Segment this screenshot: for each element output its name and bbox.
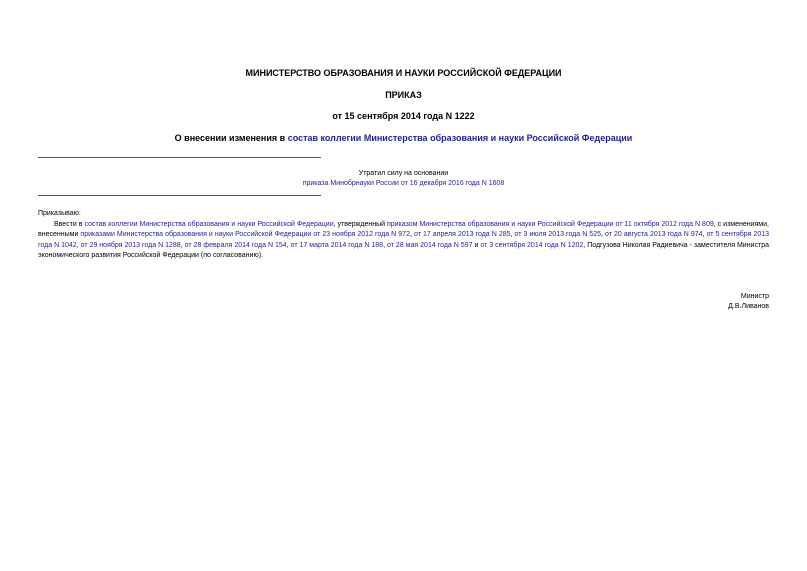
title-prefix: О внесении изменения в (174, 133, 288, 143)
status-link[interactable]: приказа Минобрнауки России от 16 декабря 2016 года N 1608 (302, 180, 505, 187)
order-paragraph: Ввести в состав коллегии Министерства образования и науки Российской Федерации, утвержденный приказом Министерства образования и науки Российской Федерации от 11 октября 2012 года N 809, с изменениями, внесенными приказами Министерства образования и науки Российской Федерации от 23 ноября 2012 года N 972, от 17 апреля 2013 года N 285, от 3 июля 2013 года N 525, от 20 августа 2013 года N 974, от 5 сентября 2013 года N 1042, от 29 ноября 2013 года N 1288, от 28 февраля 2014 года N 154, от 17 марта 2014 года N 188, от 28 мая 2014 года N 597 и от 3 сентября 2014 года N 1202, Подгузова Николая Радиевича - заместителя Министра экономического развития Российской Федерации (по согласованию). (38, 220, 769, 259)
link-order-154[interactable]: от 28 февраля 2014 года N 154 (184, 241, 287, 249)
divider-bottom (38, 195, 321, 196)
link-order-1202[interactable]: от 3 сентября 2014 года N 1202 (480, 241, 584, 249)
document-date-number: от 15 сентября 2014 года N 1222 (332, 111, 475, 121)
document-type: ПРИКАЗ (385, 90, 422, 100)
title-link[interactable]: состав коллегии Министерства образования и науки Российской Федерации (287, 133, 633, 143)
order-word: Приказываю: (38, 210, 81, 217)
link-order-809[interactable]: приказом Министерства образования и науки Российской Федерации от 11 октября 2012 года N 809 (387, 220, 714, 228)
link-order-525[interactable]: от 3 июля 2013 года N 525 (514, 231, 601, 238)
link-order-1288[interactable]: от 29 ноября 2013 года N 1288 (80, 241, 181, 249)
link-order-188[interactable]: от 17 марта 2014 года N 188 (290, 241, 384, 249)
link-order-1042[interactable]: от 5 сентября 2013 года N 1042 (38, 231, 769, 249)
link-order-972[interactable]: приказами Министерства образования и науки Российской Федерации от 23 ноября 2012 года N 972 (80, 231, 410, 238)
link-order-597[interactable]: от 28 мая 2014 года N 597 (387, 241, 473, 249)
order-body (38, 209, 769, 262)
signature-name: Д.В.Ливанов (728, 303, 769, 310)
signature-block (728, 292, 769, 312)
status-note (0, 169, 807, 189)
link-order-974[interactable]: от 20 августа 2013 года N 974 (605, 231, 703, 238)
signature-position: Министр (740, 293, 769, 300)
divider-top (38, 157, 321, 158)
link-kollegiya[interactable]: состав коллегии Министерства образования и науки Российской Федерации (84, 220, 334, 228)
link-order-285[interactable]: от 17 апреля 2013 года N 285 (413, 231, 511, 238)
document-title (0, 133, 807, 143)
status-line: Утратил силу на основании (358, 170, 449, 177)
ministry-heading: МИНИСТЕРСТВО ОБРАЗОВАНИЯ И НАУКИ РОССИЙСКОЙ ФЕДЕРАЦИИ (245, 68, 562, 78)
